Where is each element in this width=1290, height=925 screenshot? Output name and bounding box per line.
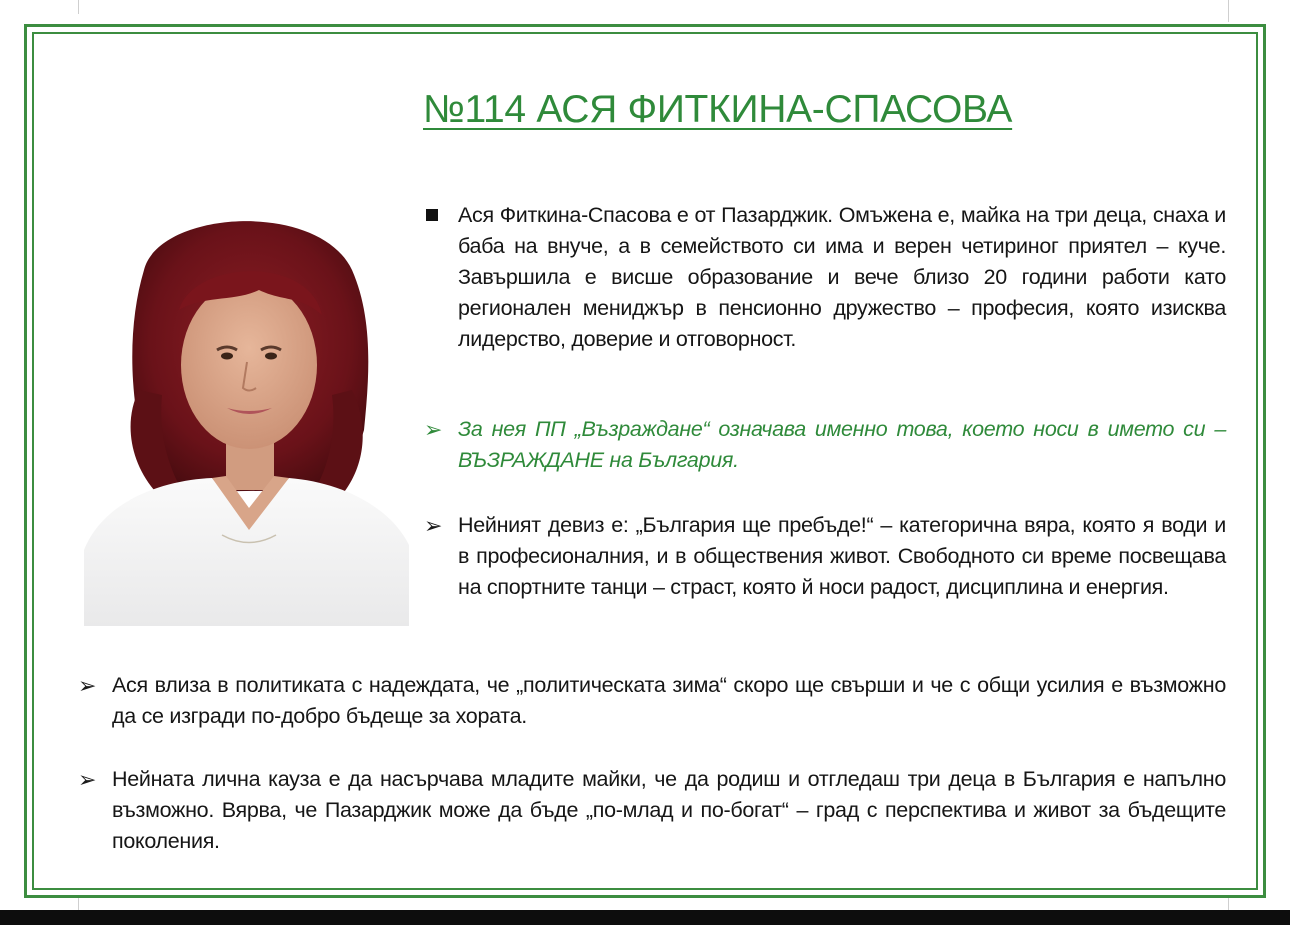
candidate-title: №114 АСЯ ФИТКИНА-СПАСОВА: [423, 88, 1013, 131]
paragraph-motto: [424, 510, 1226, 603]
square-bullet-icon: [426, 209, 438, 221]
arrow-bullet-icon: ➢: [424, 417, 443, 442]
candidate-portrait: [84, 190, 409, 626]
arrow-bullet-icon: ➢: [78, 673, 97, 698]
intro-text: Ася Фиткина-Спасова е от Пазарджик. Омъжена е, майка на три деца, снаха и баба на внуче, а в семейството си има и верен четириног приятел – куче. Завършила е висше образование и вече близо 20 години работи като регионален мениджър в пенсионно дружество – професия, която изисква лидерство, доверие и отговорност.: [458, 203, 1226, 351]
arrow-bullet-icon: ➢: [424, 513, 443, 538]
cause-text: Нейната лична кауза е да насърчава младите майки, че да родиш и отгледаш три деца в България е напълно възможно. Вярва, че Пазарджик може да бъде „по-млад и по-богат“ – град с перспектива и живот за бъдещите поколения.: [112, 767, 1226, 853]
paragraph-cause: [78, 764, 1226, 857]
paragraph-party: [424, 414, 1226, 476]
crop-mark-bottom-left: [78, 898, 79, 910]
arrow-bullet-icon: ➢: [78, 767, 97, 792]
crop-mark-top-right: [1228, 0, 1229, 22]
party-text: За нея ПП „Възраждане“ означава именно това, което носи в името си – ВЪЗРАЖДАНЕ на България.: [458, 417, 1226, 472]
crop-mark-top-left: [78, 0, 79, 14]
motto-text: Нейният девиз е: „България ще пребъде!“ – категорична вяра, която я води и в професионалния, и в обществения живот. Свободното си време посвещава на спортните танци – страст, която й носи радост, дисциплина и енергия.: [458, 513, 1226, 599]
paragraph-intro: [458, 200, 1226, 355]
bottom-edge-bar: [0, 910, 1290, 925]
politics-text: Ася влиза в политиката с надеждата, че „политическата зима“ скоро ще свърши и че с общи усилия е възможно да се изгради по-добро бъдеще за хората.: [112, 673, 1226, 728]
crop-mark-bottom-right: [1228, 898, 1229, 910]
paragraph-politics: [78, 670, 1226, 732]
